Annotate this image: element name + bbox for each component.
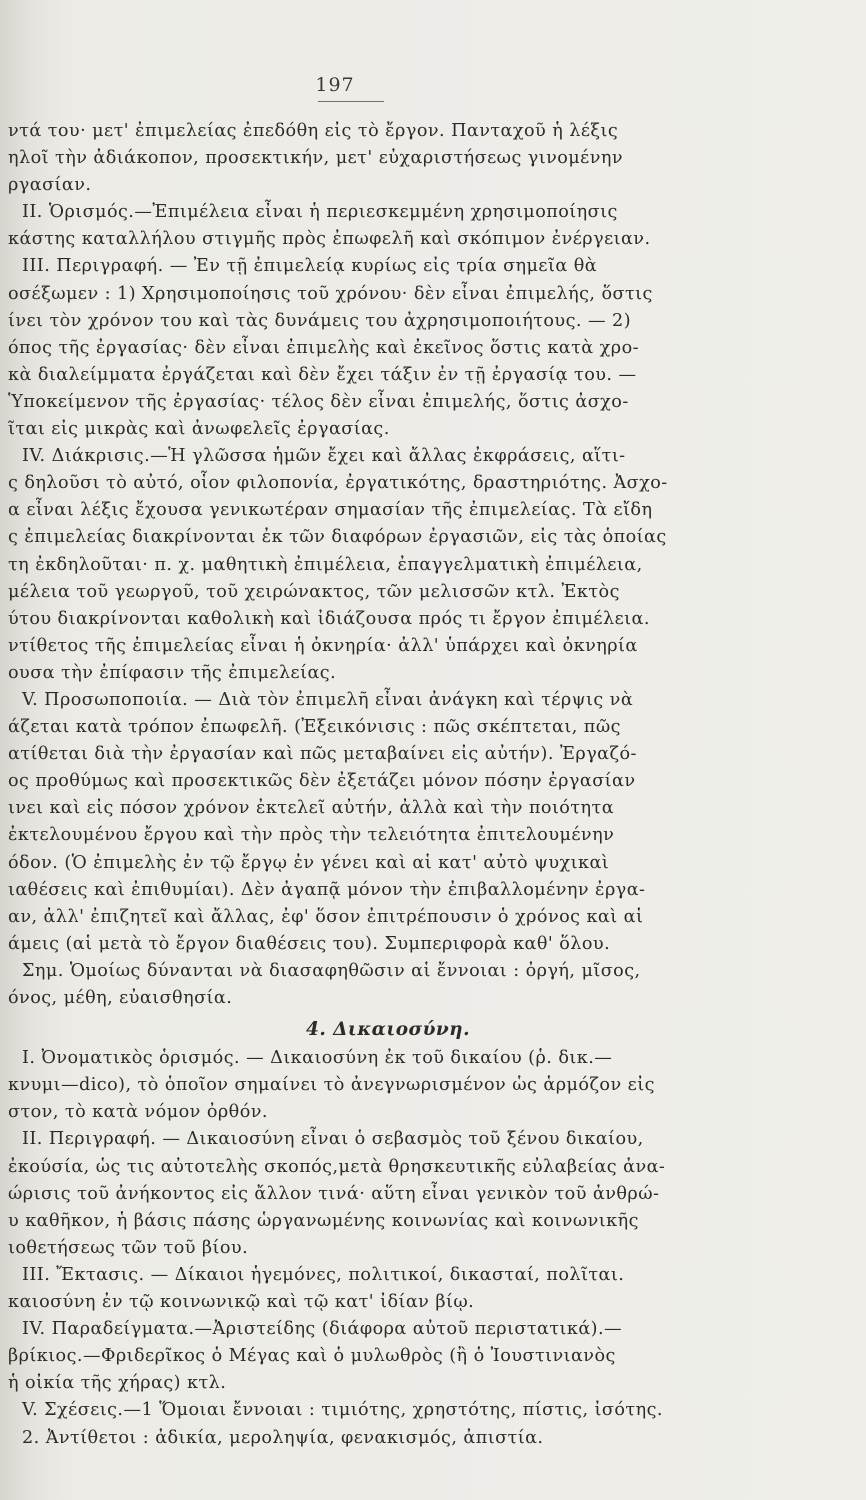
- text-line: μέλεια τοῦ γεωργοῦ, τοῦ χειρώνακτος, τῶν μελισσῶν κτλ. Ἐκτὸς: [8, 581, 620, 602]
- text-line: ινει καὶ εἰς πόσον χρόνον ἐκτελεῖ αὐτήν, ἀλλὰ καὶ τὴν ποιότητα: [8, 798, 615, 819]
- text-line: κὰ διαλείμματα ἐργάζεται καὶ δὲν ἔχει τάξιν ἐν τῇ ἐργασίᾳ του. —: [8, 364, 637, 385]
- note-line: Σημ. Ὁμοίως δύνανται νὰ διασαφηθῶσιν αἱ ἔννοιαι : ὀργή, μῖσος,: [22, 960, 641, 981]
- text-line: 2. Ἀντίθετοι : ἀδικία, μεροληψία, φενακισμός, ἀπιστία.: [22, 1427, 544, 1448]
- section-line: II. Περιγραφή. — Δικαιοσύνη εἶναι ὁ σεβασμὸς τοῦ ξένου δικαίου,: [22, 1129, 644, 1150]
- section-line: I. Ὀνοματικὸς ὁρισμός. — Δικαιοσύνη ἐκ τοῦ δικαίου (ῥ. δικ.—: [22, 1048, 613, 1069]
- page-number-rule: [318, 101, 384, 102]
- text-line: καιοσύνη ἐν τῷ κοινωνικῷ καὶ τῷ κατ' ἰδίαν βίῳ.: [8, 1292, 475, 1313]
- text-line: στον, τὸ κατὰ νόμον ὀρθόν.: [8, 1102, 268, 1123]
- text-line: ἐκούσία, ὡς τις αὐτοτελὴς σκοπός,μετὰ θρησκευτικῆς εὐλαβείας ἀνα-: [8, 1156, 666, 1177]
- text-line: ίνει τὸν χρόνον του καὶ τὰς δυνάμεις του ἀχρησιμοποιήτους. — 2): [8, 310, 632, 331]
- text-line: αν, ἀλλ' ἐπιζητεῖ καὶ ἄλλας, ἐφ' ὅσον ἐπιτρέπουσιν ὁ χρόνος καὶ αἱ: [8, 906, 644, 927]
- text-line: ς ἐπιμελείας διακρίνονται ἐκ τῶν διαφόρων ἐργασιῶν, εἰς τὰς ὁποίας: [8, 527, 667, 548]
- text-line: ος προθύμως καὶ προσεκτικῶς δὲν ἐξετάζει μόνον πόσην ἐργασίαν: [8, 771, 636, 792]
- text-line: ύτου διακρίνονται καθολικὴ καὶ ἰδιάζουσα πρός τι ἔργον ἐπιμέλεια.: [8, 608, 650, 629]
- text-line: υ καθῆκον, ἡ βάσις πάσης ὡργανωμένης κοινωνίας καὶ κοινωνικῆς: [8, 1210, 639, 1231]
- text-line: βρίκιος.—Φριδερῖκος ὁ Μέγας καὶ ὁ μυλωθρὸς (ἢ ὁ Ἰουστινιανὸς: [8, 1346, 616, 1367]
- text-line: άζεται κατὰ τρόπον ἐπωφελῆ. (Ἐξεικόνισις : πῶς σκέπτεται, πῶς: [8, 717, 621, 738]
- section-line: V. Προσωποποιία. — Διὰ τὸν ἐπιμελῆ εἶναι ἀνάγκη καὶ τέρψις νὰ: [22, 689, 634, 710]
- text-line: ώρισις τοῦ ἀνήκοντος εἰς ἄλλον τινά· αὕτη εἶναι γενικὸν τοῦ ἀνθρώ-: [8, 1183, 660, 1204]
- text-line: κνυμι—dico), τὸ ὁποῖον σημαίνει τὸ ἀνεγνωρισμένον ὡς ἁρμόζον εἰς: [8, 1075, 655, 1096]
- text-line: ντίθετος τῆς ἐπιμελείας εἶναι ἡ ὀκνηρία· ἀλλ' ὑπάρχει καὶ ὀκνηρία: [8, 635, 638, 656]
- text-line: ουσα τὴν ἐπίφασιν τῆς ἐπιμελείας.: [8, 662, 337, 683]
- section-heading: 4. Δικαιοσύνη.: [306, 1019, 470, 1041]
- page-body: [8, 118, 708, 1452]
- section-line: III. Ἔκτασις. — Δίκαιοι ἡγεμόνες, πολιτικοί, δικασταί, πολῖται.: [22, 1264, 625, 1285]
- text-line: ιαθέσεις καὶ ἐπιθυμίαι). Δὲν ἀγαπᾷ μόνον τὴν ἐπιβαλλομένην ἐργα-: [8, 879, 646, 900]
- text-line: ἡ οἰκία τῆς χήρας) κτλ.: [8, 1373, 227, 1394]
- text-line: όνος, μέθη, εὐαισθησία.: [8, 988, 233, 1008]
- section-line: III. Περιγραφή. — Ἐν τῇ ἐπιμελείᾳ κυρίως εἰς τρία σημεῖα θὰ: [22, 256, 598, 277]
- section-line: IV. Παραδείγματα.—Ἀριστείδης (διάφορα αὐτοῦ περιστατικά).—: [22, 1319, 623, 1340]
- text-line: άμεις (αἱ μετὰ τὸ ἔργον διαθέσεις του). Συμπεριφορὰ καθ' ὅλου.: [8, 933, 611, 954]
- text-line: Ὑποκείμενον τῆς ἐργασίας· τέλος δὲν εἶναι ἐπιμελής, ὅστις ἀσχο-: [8, 391, 629, 412]
- text-line: α εἶναι λέξις ἔχουσα γενικωτέραν σημασίαν τῆς ἐπιμελείας. Τὰ εἴδη: [8, 500, 653, 521]
- section-line: IV. Διάκρισις.—Ἡ γλῶσσα ἡμῶν ἔχει καὶ ἄλλας ἐκφράσεις, αἵτι-: [22, 446, 626, 467]
- text-line: ῖται εἰς μικρὰς καὶ ἀνωφελεῖς ἐργασίας.: [8, 419, 390, 440]
- text-line: ς δηλοῦσι τὸ αὐτό, οἷον φιλοπονία, ἐργατικότης, δραστηριότης. Ἀσχο-: [8, 473, 668, 494]
- text-line: ἐκτελουμένου ἔργου καὶ τὴν πρὸς τὴν τελειότητα ἐπιτελουμένην: [8, 825, 615, 846]
- text-line: ιοθετήσεως τῶν τοῦ βίου.: [8, 1237, 249, 1258]
- text-line: ντά του· μετ' ἐπιμελείας ἐπεδόθη εἰς τὸ ἔργον. Πανταχοῦ ἡ λέξις: [8, 121, 619, 141]
- text-line: όδον. (Ὁ ἐπιμελὴς ἐν τῷ ἔργῳ ἐν γένει καὶ αἱ κατ' αὐτὸ ψυχικαὶ: [8, 852, 610, 873]
- section-line: V. Σχέσεις.—1 Ὅμοιαι ἔννοιαι : τιμιότης, χρηστότης, πίστις, ἰσότης.: [22, 1400, 663, 1421]
- text-line: όπος τῆς ἐργασίας· δὲν εἶναι ἐπιμελὴς καὶ ἐκεῖνος ὅστις κατὰ χρο-: [8, 337, 640, 358]
- section-line: II. Ὁρισμός.—Ἐπιμέλεια εἶναι ἡ περιεσκεμμένη χρησιμοποίησις: [22, 202, 618, 223]
- page-number: 197: [315, 74, 355, 96]
- text-line: ατίθεται διὰ τὴν ἐργασίαν καὶ πῶς μεταβαίνει εἰς αὐτήν). Ἐργαζό-: [8, 744, 637, 765]
- text-line: οσέξωμεν : 1) Χρησιμοποίησις τοῦ χρόνου· δὲν εἶναι ἐπιμελής, ὅστις: [8, 283, 653, 304]
- text-line: ηλοῖ τὴν ἀδιάκοπον, προσεκτικήν, μετ' εὐχαριστήσεως γινομένην: [8, 148, 624, 169]
- text-line: τη ἐκδηλοῦται· π. χ. μαθητικὴ ἐπιμέλεια, ἐπαγγελματικὴ ἐπιμέλεια,: [8, 554, 643, 575]
- text-line: κάστης καταλλήλου στιγμῆς πρὸς ἐπωφελῆ καὶ σκόπιμον ἐνέργειαν.: [8, 229, 651, 250]
- text-line: ργασίαν.: [8, 175, 92, 196]
